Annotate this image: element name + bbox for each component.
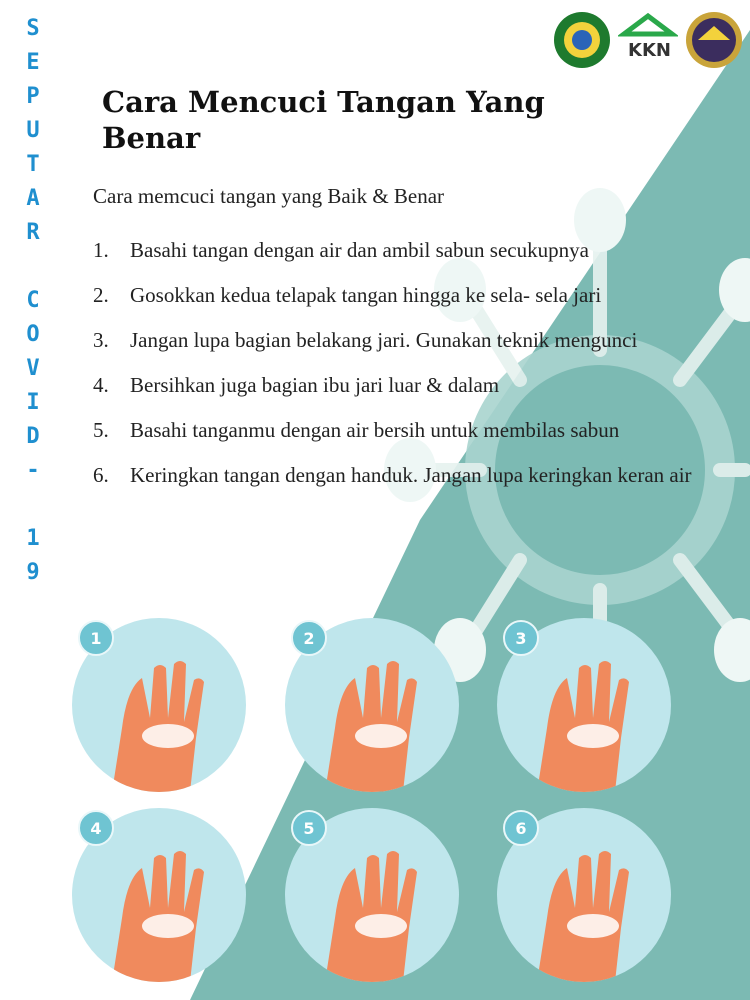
- step-text: Basahi tangan dengan air dan ambil sabun secukupnya: [130, 238, 589, 262]
- handwash-step-illustration: [285, 618, 459, 792]
- vertical-title-letter: A: [26, 186, 40, 211]
- svg-text:KKN: KKN: [628, 40, 671, 61]
- step-number: 4.: [93, 373, 109, 397]
- logo-bar: [552, 10, 744, 70]
- step-text: Keringkan tangan dengan handuk. Jangan lupa keringkan keran air: [130, 463, 692, 487]
- step-item: [93, 318, 733, 363]
- step-badge: 2: [291, 620, 327, 656]
- step-badge: 5: [291, 810, 327, 846]
- step-badge: 1: [78, 620, 114, 656]
- kkn-badge-logo: [684, 10, 744, 70]
- handwash-step-illustration: [72, 808, 246, 982]
- page-title: Cara Mencuci Tangan Yang Benar: [102, 85, 545, 155]
- university-seal-logo: [552, 10, 612, 70]
- step-item: [93, 408, 733, 453]
- step-text: Gosokkan kedua telapak tangan hingga ke sela- sela jari: [130, 283, 602, 307]
- step-number: 3.: [93, 328, 109, 352]
- kkn-logo: [618, 10, 678, 70]
- handwash-step-illustration: [285, 808, 459, 982]
- steps-list: [93, 228, 733, 498]
- vertical-title-letter: O: [26, 322, 40, 347]
- vertical-title-letter: C: [26, 288, 40, 313]
- vertical-title-letter: [20, 488, 46, 522]
- handwash-step-illustration: [72, 618, 246, 792]
- vertical-title-letter: V: [26, 356, 40, 381]
- vertical-title-letter: U: [26, 118, 40, 143]
- vertical-title-letter: S: [26, 16, 40, 41]
- step-badge: 3: [503, 620, 539, 656]
- step-text: Basahi tanganmu dengan air bersih untuk membilas sabun: [130, 418, 620, 442]
- step-number: 5.: [93, 418, 109, 442]
- vertical-title: [20, 12, 46, 590]
- step-badge: 4: [78, 810, 114, 846]
- step-number: 2.: [93, 283, 109, 307]
- step-item: [93, 228, 733, 273]
- vertical-title-letter: P: [26, 84, 40, 109]
- handwash-step-illustration: [497, 618, 671, 792]
- vertical-title-letter: -: [26, 458, 40, 483]
- step-number: 6.: [93, 463, 109, 487]
- step-item: [93, 363, 733, 408]
- step-item: [93, 453, 733, 498]
- vertical-title-letter: D: [26, 424, 40, 449]
- vertical-title-letter: 9: [26, 560, 40, 585]
- vertical-title-letter: E: [26, 50, 40, 75]
- vertical-title-letter: T: [26, 152, 40, 177]
- vertical-title-letter: R: [26, 220, 40, 245]
- vertical-title-letter: [20, 250, 46, 284]
- handwash-step-illustration: [497, 808, 671, 982]
- intro-text: Cara memcuci tangan yang Baik & Benar: [93, 184, 445, 208]
- step-text: Jangan lupa bagian belakang jari. Gunakan teknik mengunci: [130, 328, 638, 352]
- step-text: Bersihkan juga bagian ibu jari luar & dalam: [130, 373, 500, 397]
- step-badge: 6: [503, 810, 539, 846]
- step-item: [93, 273, 733, 318]
- vertical-title-letter: I: [26, 390, 40, 415]
- vertical-title-letter: 1: [26, 526, 40, 551]
- step-number: 1.: [93, 238, 109, 262]
